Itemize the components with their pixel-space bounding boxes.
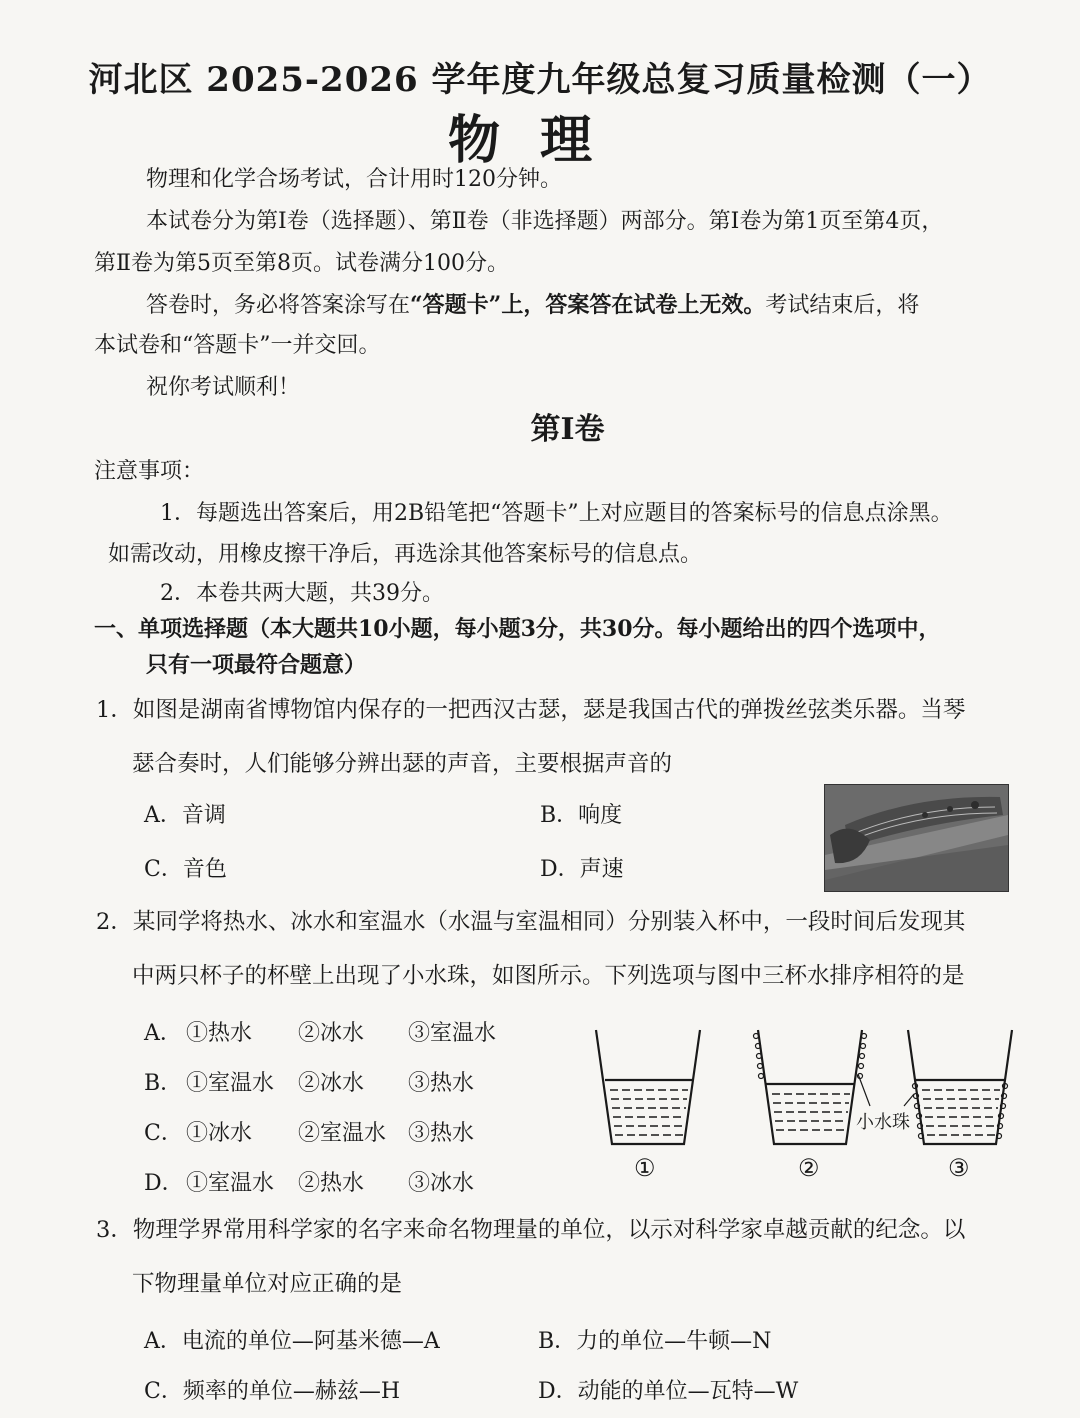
q1-option-c: C．音色	[144, 857, 227, 882]
intro-line-3a	[146, 288, 919, 319]
q1-line-1: 1．如图是湖南省博物馆内保存的一把西汉古瑟，瑟是我国古代的弹拨丝弦类乐器。当琴	[96, 697, 966, 723]
q2-option-c-c2: ②室温水	[298, 1121, 387, 1146]
q2-option-d-c3: ③冰水	[408, 1171, 475, 1196]
subject-title: 物理	[447, 110, 632, 171]
guqin-photo	[824, 784, 1009, 892]
cup-label-3: ③	[948, 1154, 970, 1182]
q2-option-b-c2: ②冰水	[298, 1071, 365, 1096]
cup-label-1: ①	[634, 1154, 656, 1182]
cup-1	[596, 1030, 700, 1144]
intro-line-3a-post: 考试结束后，将	[765, 293, 920, 318]
intro-line-3a-bold: “答题卡”上，答案答在试卷上无效。	[410, 292, 766, 318]
q3-line-1: 3．物理学界常用科学家的名字来命名物理量的单位，以示对科学家卓越贡献的纪念。以	[96, 1217, 966, 1243]
q3-line-2: 下物理量单位对应正确的是	[132, 1271, 403, 1297]
notes-item-1a: 1．每题选出答案后，用2B铅笔把“答题卡”上对应题目的答案标号的信息点涂黑。	[160, 501, 953, 526]
q3-option-c: C．频率的单位—赫兹—H	[144, 1379, 401, 1404]
q1-option-b: B．响度	[540, 803, 623, 828]
intro-line-2b: 第Ⅱ卷为第5页至第8页。试卷满分100分。	[94, 251, 509, 276]
notes-heading: 注意事项：	[94, 459, 205, 484]
q2-option-d-label: D．	[144, 1171, 184, 1196]
q2-option-c-c1: ①冰水	[186, 1121, 253, 1146]
q3-option-d: D．动能的单位—瓦特—W	[538, 1379, 799, 1404]
q2-option-a-c1: ①热水	[186, 1021, 253, 1046]
q2-option-b-label: B．	[144, 1071, 183, 1096]
notes-item-2: 2．本卷共两大题，共39分。	[160, 581, 444, 606]
q2-line-1: 2．某同学将热水、冰水和室温水（水温与室温相同）分别装入杯中，一段时间后发现其	[96, 909, 966, 935]
section1-heading-a: 一、单项选择题（本大题共10小题，每小题3分，共30分。每小题给出的四个选项中，	[94, 616, 941, 642]
cup-3	[908, 1030, 1012, 1144]
q1-option-a: A．音调	[144, 803, 226, 828]
intro-line-3a-pre: 答卷时，务必将答案涂写在	[146, 293, 411, 318]
section1-heading-b: 只有一项最符合题意）	[146, 652, 367, 678]
q2-option-b-c1: ①室温水	[186, 1071, 275, 1096]
q2-option-b-c3: ③热水	[408, 1071, 475, 1096]
q2-line-2: 中两只杯子的杯壁上出现了小水珠，如图所示。下列选项与图中三杯水排序相符的是	[132, 963, 965, 989]
q1-line-2: 瑟合奏时，人们能够分辨出瑟的声音，主要根据声音的	[132, 751, 673, 777]
q2-option-d-c1: ①室温水	[186, 1171, 275, 1196]
q2-option-d-c2: ②热水	[298, 1171, 365, 1196]
cup-label-2: ②	[798, 1154, 820, 1182]
q2-option-c-label: C．	[144, 1121, 183, 1146]
intro-line-4: 祝你考试顺利！	[146, 375, 301, 400]
intro-line-3b: 本试卷和“答题卡”一并交回。	[94, 333, 381, 358]
droplet-label: 小水珠	[856, 1112, 910, 1133]
exam-title: 河北区 2025-2026 学年度九年级总复习质量检测（一）	[88, 60, 992, 100]
q2-option-a-label: A．	[144, 1021, 182, 1046]
q3-option-b: B．力的单位—牛顿—N	[538, 1329, 772, 1354]
intro-line-1: 物理和化学合场考试，合计用时120分钟。	[146, 167, 562, 192]
cups-figure	[588, 1022, 1018, 1192]
q2-option-a-c3: ③室温水	[408, 1021, 497, 1046]
q2-option-c-c3: ③热水	[408, 1121, 475, 1146]
intro-line-2a: 本试卷分为第Ⅰ卷（选择题）、第Ⅱ卷（非选择题）两部分。第Ⅰ卷为第1页至第4页，	[146, 209, 944, 234]
cup-2	[758, 1030, 862, 1144]
q1-option-d: D．声速	[540, 857, 624, 882]
q3-option-a: A．电流的单位—阿基米德—A	[144, 1329, 440, 1354]
q2-option-a-c2: ②冰水	[298, 1021, 365, 1046]
notes-item-1b: 如需改动，用橡皮擦干净后，再选涂其他答案标号的信息点。	[108, 542, 703, 567]
volume-title: 第Ⅰ卷	[530, 412, 605, 447]
